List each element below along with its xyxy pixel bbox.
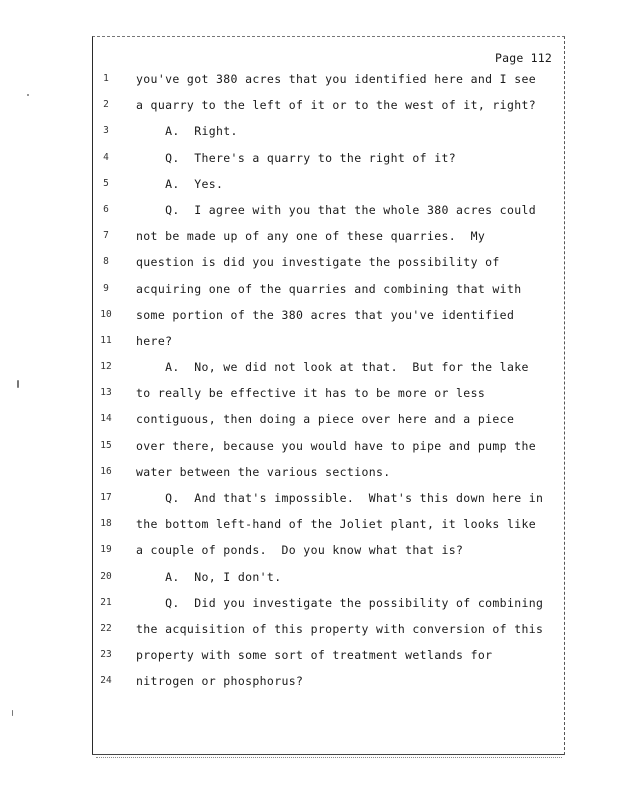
line-number: 21 <box>100 596 112 608</box>
transcript-line <box>92 590 562 616</box>
line-text: Q. Did you investigate the possibility of combining <box>136 595 544 610</box>
line-number: 14 <box>100 413 112 425</box>
line-number: 3 <box>103 125 109 137</box>
line-number: 15 <box>100 439 112 451</box>
transcript-line <box>92 564 562 590</box>
line-text: Q. I agree with you that the whole 380 acres could <box>136 202 537 217</box>
line-number: 17 <box>100 492 112 503</box>
line-number: 22 <box>100 622 112 634</box>
page-number: Page 112 <box>495 51 552 65</box>
line-text: here? <box>136 333 173 348</box>
line-text: water between the various sections. <box>136 464 391 479</box>
transcript-line <box>92 118 562 144</box>
line-number: 20 <box>100 570 112 582</box>
transcript-line <box>92 354 562 380</box>
line-text: contiguous, then doing a piece over here and a piece <box>136 412 515 427</box>
line-text: A. Yes. <box>136 176 224 191</box>
scan-speck <box>12 710 13 716</box>
line-number: 23 <box>100 649 112 661</box>
transcript-line <box>92 197 562 223</box>
line-text: question is did you investigate the possibility of <box>136 255 500 270</box>
line-number: 19 <box>100 544 112 556</box>
transcript-line <box>92 380 562 406</box>
line-text: nitrogen or phosphorus? <box>136 674 304 689</box>
transcript-line <box>92 485 562 511</box>
line-text: property with some sort of treatment wetlands for <box>136 648 493 663</box>
line-number: 6 <box>103 203 109 215</box>
transcript-line <box>92 145 562 171</box>
transcript-line <box>92 171 562 197</box>
line-text: to really be effective it has to be more or less <box>136 386 486 401</box>
line-number: 10 <box>100 308 112 320</box>
line-number: 24 <box>100 675 112 687</box>
line-number: 16 <box>100 465 112 477</box>
line-text: not be made up of any one of these quarries. My <box>136 229 486 244</box>
line-text: you've got 380 acres that you identified here and I see <box>136 72 537 86</box>
line-text: A. Right. <box>136 124 238 139</box>
line-text: Q. And that's impossible. What's this down here in <box>136 491 544 505</box>
page-bottom-rule-dotted <box>96 757 562 758</box>
line-text: A. No, I don't. <box>136 569 282 584</box>
transcript-body <box>92 66 562 695</box>
transcript-line <box>92 433 562 459</box>
line-number: 7 <box>103 230 109 242</box>
line-text: some portion of the 380 acres that you've identified <box>136 307 515 322</box>
transcript-line <box>92 537 562 563</box>
transcript-line <box>92 302 562 328</box>
line-text: A. No, we did not look at that. But for the lake <box>136 360 529 375</box>
transcript-line <box>92 66 562 92</box>
line-text: acquiring one of the quarries and combining that with <box>136 281 522 296</box>
transcript-line <box>92 616 562 642</box>
page-bottom-rule <box>92 754 564 755</box>
transcript-line <box>92 276 562 302</box>
scan-speck <box>27 94 29 96</box>
line-text: the acquisition of this property with conversion of this <box>136 621 544 636</box>
line-text: a couple of ponds. Do you know what that is? <box>136 543 464 558</box>
line-text: the bottom left-hand of the Joliet plant, it looks like <box>136 517 537 532</box>
line-number: 12 <box>100 361 112 373</box>
line-text: a quarry to the left of it or to the west of it, right? <box>136 98 537 113</box>
line-number: 18 <box>100 518 112 530</box>
scan-speck <box>17 380 19 388</box>
transcript-line <box>92 249 562 275</box>
line-number: 11 <box>100 334 112 346</box>
line-number: 1 <box>103 73 109 84</box>
transcript-line <box>92 92 562 118</box>
line-number: 13 <box>100 387 112 399</box>
transcript-line <box>92 668 562 694</box>
transcript-line <box>92 223 562 249</box>
line-number: 5 <box>103 177 109 189</box>
transcript-line <box>92 406 562 432</box>
line-number: 2 <box>103 99 109 111</box>
line-number: 4 <box>103 151 109 163</box>
line-text: over there, because you would have to pipe and pump the <box>136 438 537 453</box>
line-text: Q. There's a quarry to the right of it? <box>136 150 457 165</box>
transcript-line <box>92 459 562 485</box>
transcript-line <box>92 642 562 668</box>
transcript-line <box>92 328 562 354</box>
line-number: 9 <box>103 282 109 294</box>
transcript-line <box>92 511 562 537</box>
line-number: 8 <box>103 256 109 268</box>
